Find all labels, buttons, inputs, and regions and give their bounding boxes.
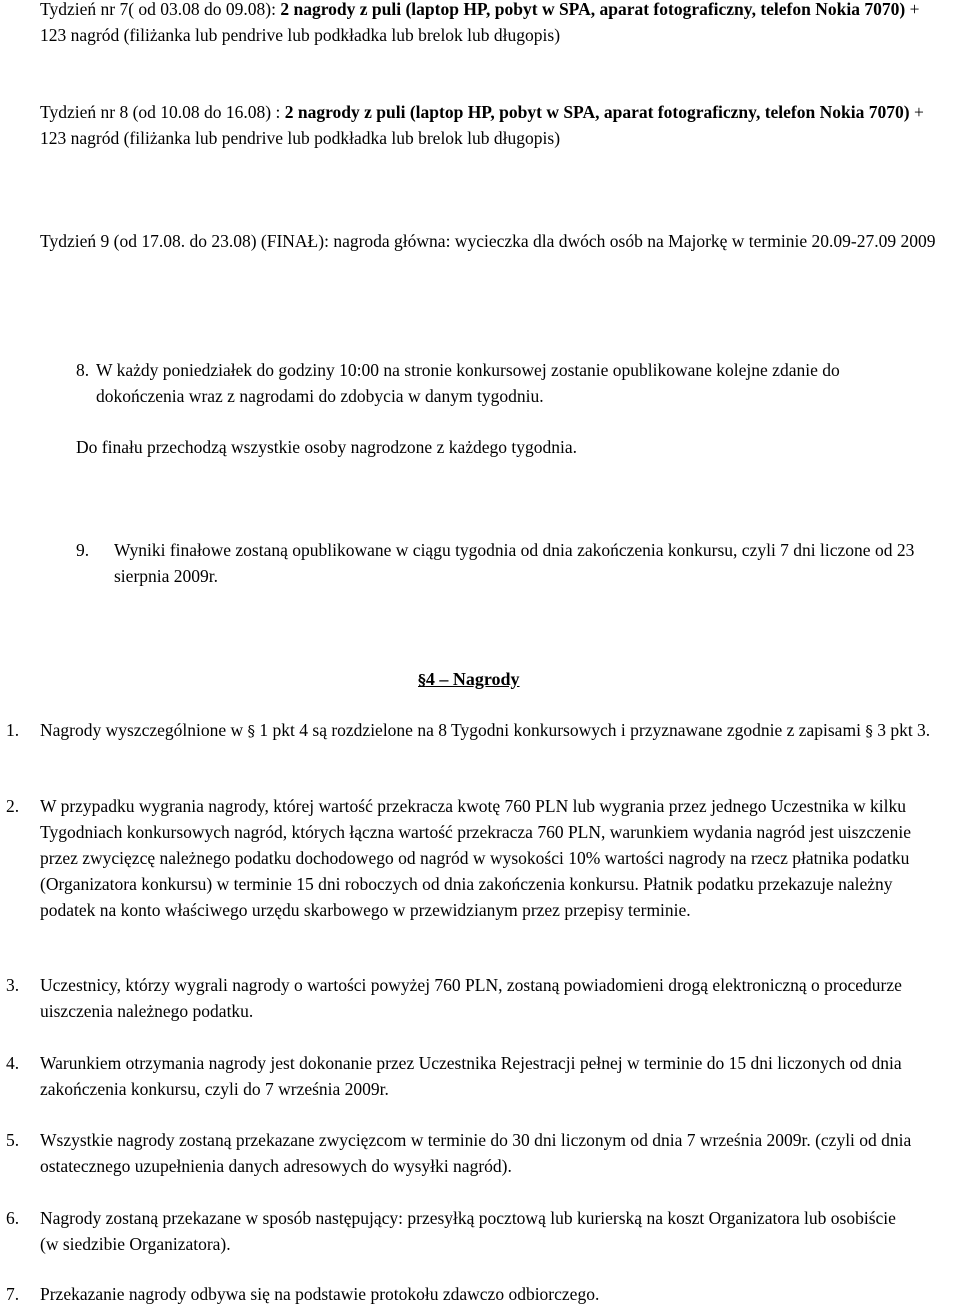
week-8-paragraph (40, 99, 945, 151)
list-item-number: 7. (6, 1284, 20, 1304)
section-symbol: § (418, 671, 426, 689)
list-item-number: 3. (6, 975, 20, 995)
list-item-text (40, 717, 955, 744)
week-7-prizes-extra: + 123 nagród (filiżanka lub pendrive lub podkładka lub brelok lub długopis) (40, 0, 920, 45)
list-item-number: 4. (6, 1053, 20, 1073)
list-item-number: 2. (6, 796, 20, 816)
week-8-lead: Tydzień nr 8 (od 10.08 do 16.08) : (40, 102, 281, 122)
list-item-text: W przypadku wygrania nagrody, której wartość przekracza kwotę 760 PLN lub wygrania przez jednego Uczestnika w kilku Tygodniach konkursowych nagród, których łączna wartość przekracza 760 PLN, warunkiem wydania nagród jest uiszczenie przez zwycięzcę należnego podatku dochodowego od nagród w wysokości 10% wartości nagrody na rzecz płatnika podatku (Organizatora konkursu) w terminie 15 dni roboczych od dnia zakończenia konkursu. Płatnik podatku przekazuje należny podatek na konto właściwego urzędu skarbowego w przewidzianym przez przepisy terminie. (40, 796, 912, 920)
paragraph-symbol: § (865, 722, 873, 740)
list-item-number: 1. (6, 720, 20, 740)
week-9-paragraph (40, 228, 950, 254)
list-item-number: 5. (6, 1130, 20, 1150)
week-7-lead: Tydzień nr 7( od 03.08 do 09.08): (40, 0, 276, 19)
list-item-text: Wszystkie nagrody zostaną przekazane zwycięzcom w terminie do 30 dni liczonym od dnia 7 września 2009r. (czyli od dnia ostatecznego uzupełnienia danych adresowych do wysyłki nagród). (40, 1130, 912, 1176)
point-8-number: 8. (76, 360, 90, 380)
list-item-number: 6. (6, 1208, 20, 1228)
list-item-text-part: 3 pkt 3. (877, 720, 931, 740)
week-9-lead: Tydzień 9 (od 17.08. do 23.08) (FINAŁ): nagroda główna: wycieczka dla dwóch osób na Majorkę w terminie 20.09-27.09 2009 (40, 231, 936, 251)
section-title: 4 – Nagrody (425, 669, 520, 689)
point-8-extra: Do finału przechodzą wszystkie osoby nagrodzone z każdego tygodnia. (76, 437, 578, 457)
list-item-text-part: Nagrody wyszczególnione w (40, 720, 244, 740)
list-item-text: Przekazanie nagrody odbywa się na podstawie protokołu zdawczo odbiorczego. (40, 1284, 600, 1304)
week-7-paragraph (40, 0, 945, 48)
week-8-prizes-extra: + 123 nagród (filiżanka lub pendrive lub podkładka lub brelok lub długopis) (40, 102, 924, 148)
list-item-text: Uczestnicy, którzy wygrali nagrody o wartości powyżej 760 PLN, zostaną powiadomieni drogą elektroniczną o procedurze uiszczenia należnego podatku. (40, 975, 902, 1021)
paragraph-symbol: § (247, 722, 256, 740)
week-7-prizes-main: 2 nagrody z puli (laptop HP, pobyt w SPA, aparat fotograficzny, telefon Nokia 7070) (280, 0, 906, 19)
section-heading (418, 666, 618, 693)
week-8-prizes-main: 2 nagrody z puli (laptop HP, pobyt w SPA, aparat fotograficzny, telefon Nokia 7070) (284, 102, 910, 122)
point-9-text: Wyniki finałowe zostaną opublikowane w ciągu tygodnia od dnia zakończenia konkursu, czyli 7 dni liczone od 23 sierpnia 2009r. (114, 540, 915, 586)
point-8-text: W każdy poniedziałek do godziny 10:00 na stronie konkursowej zostanie opublikowane kolejne zdanie do dokończenia wraz z nagrodami do zdobycia w danym tygodniu. (96, 360, 840, 406)
list-item-text: Nagrody zostaną przekazane w sposób następujący: przesyłką pocztową lub kurierską na koszt Organizatora lub osobiście (w siedzibie Organizatora). (40, 1208, 896, 1254)
point-9-number: 9. (76, 540, 90, 560)
list-item-text-part: 1 pkt 4 są rozdzielone na 8 Tygodni konkursowych i przyznawane zgodnie z zapisami (259, 720, 861, 740)
list-item-text: Warunkiem otrzymania nagrody jest dokonanie przez Uczestnika Rejestracji pełnej w terminie do 15 dni liczonych od dnia zakończenia konkursu, czyli do 7 września 2009r. (40, 1053, 902, 1099)
